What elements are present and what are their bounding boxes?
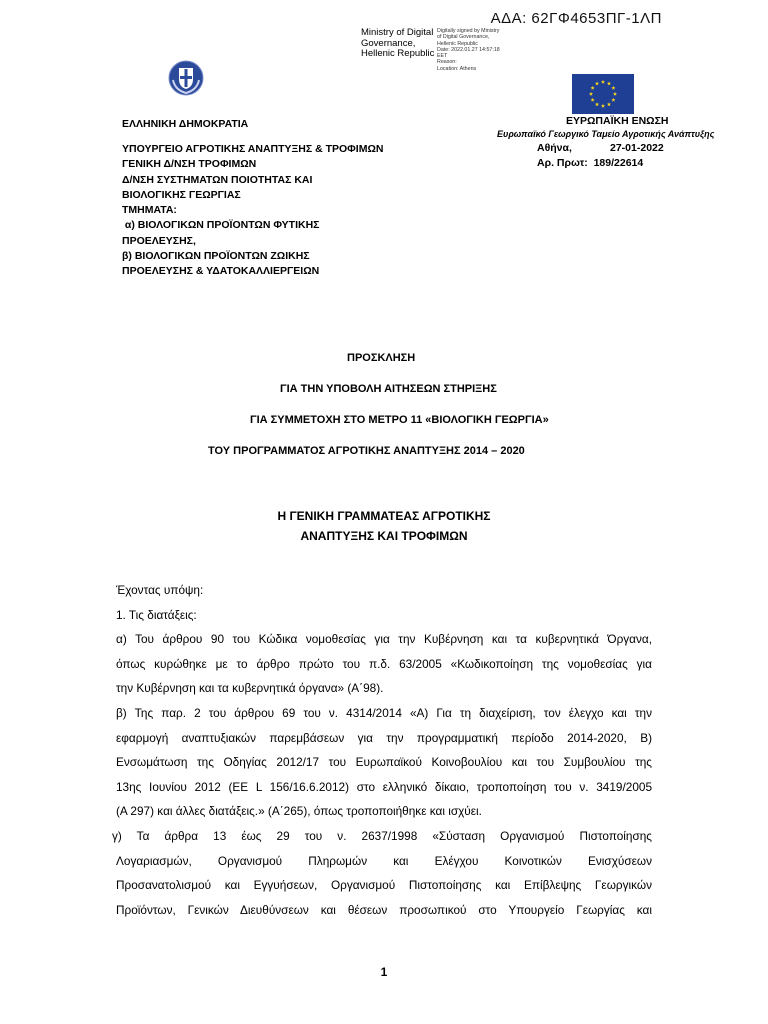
signature-ministry-line: Hellenic Republic bbox=[361, 48, 435, 59]
page-number: 1 bbox=[380, 965, 388, 979]
protocol-number: Αρ. Πρωτ: 189/22614 bbox=[537, 157, 644, 169]
ministry-line: β) ΒΙΟΛΟΓΙΚΩΝ ΠΡΟΪΟΝΤΩΝ ΖΩΙΚΗΣ bbox=[122, 250, 310, 263]
document-date: 27-01-2022 bbox=[610, 142, 664, 154]
place: Αθήνα, bbox=[537, 142, 572, 154]
doc-title: ΠΡΟΣΚΛΗΣΗ bbox=[347, 352, 416, 364]
signature-detail-line: EET bbox=[437, 53, 448, 60]
date-line bbox=[537, 142, 664, 154]
ministry-line: ΤΜΗΜΑΤΑ: bbox=[122, 204, 177, 217]
doc-subtitle: ΤΟΥ ΠΡΟΓΡΑΜΜΑΤΟΣ ΑΓΡΟΤΙΚΗΣ ΑΝΑΠΤΥΞΗΣ 2014 – 2020 bbox=[208, 445, 525, 457]
paragraph-line: 13ης Ιουνίου 2012 (ΕΕ L 156/16.6.2012) στο ελληνικό δίκαιο, τροποποίηση του ν. 3419/2005 bbox=[116, 779, 652, 794]
paragraph-line: Προϊόντων, Γενικών Διευθύνσεων και θέσεων προσωπικού στο Υπουργείο Γεωργίας και bbox=[116, 902, 652, 917]
ministry-line: Δ/ΝΣΗ ΣΥΣΤΗΜΑΤΩΝ ΠΟΙΟΤΗΤΑΣ ΚΑΙ bbox=[122, 173, 313, 186]
paragraph-line: α) Του άρθρου 90 του Κώδικα νομοθεσίας για την Κυβέρνηση και τα κυβερνητικά Όργανα, bbox=[116, 632, 652, 647]
paragraph-line: Ενσωμάτωση της Οδηγίας 2012/17 του Ευρωπαϊκού Κοινοβουλίου και του Συμβουλίου της bbox=[116, 755, 652, 770]
signature-detail-line: Reason: bbox=[437, 59, 457, 66]
ministry-line: α) ΒΙΟΛΟΓΙΚΩΝ ΠΡΟΪΟΝΤΩΝ ΦΥΤΙΚΗΣ bbox=[122, 219, 320, 232]
paragraph-line: γ) Τα άρθρα 13 έως 29 του ν. 2637/1998 «Σύσταση Οργανισμού Πιστοποίησης bbox=[112, 828, 652, 843]
paragraph-line: β) Της παρ. 2 του άρθρου 69 του ν. 4314/2014 «Α) Για τη διαχείριση, τον έλεγχο και την bbox=[116, 705, 652, 720]
ministry-line: ΠΡΟΕΛΕΥΣΗΣ & ΥΔΑΤΟΚΑΛΛΙΕΡΓΕΙΩΝ bbox=[122, 265, 320, 278]
paragraph-line: (Α 297) και άλλες διατάξεις.» (Α΄265), όπως τροποποιήθηκε και ισχύει. bbox=[116, 804, 482, 819]
ministry-line: ΓΕΝΙΚΗ Δ/ΝΣΗ ΤΡΟΦΙΜΩΝ bbox=[122, 158, 257, 171]
eu-fund-title: Ευρωπαϊκό Γεωργικό Ταμείο Αγροτικής Ανάπτυξης bbox=[497, 129, 715, 139]
ada-code: ΑΔΑ: 62ΓΦ4653ΠΓ-1ΛΠ bbox=[490, 10, 662, 27]
secretary-title: Η ΓΕΝΙΚΗ ΓΡΑΜΜΑΤΕΑΣ ΑΓΡΟΤΙΚΗΣ bbox=[277, 509, 491, 523]
greek-coat-of-arms-icon bbox=[168, 60, 204, 96]
paragraph-line: όπως κυρώθηκε με το άρθρο πρώτο του π.δ. 63/2005 «Κωδικοποίηση της νομοθεσίας για bbox=[116, 656, 652, 671]
signature-detail-line: Location: Athens bbox=[437, 65, 477, 72]
paragraph-line: την Κυβέρνηση και τα κυβερνητικά όργανα» (Α΄98). bbox=[116, 681, 384, 696]
item-heading: 1. Τις διατάξεις: bbox=[116, 607, 197, 622]
paragraph-line: εφαρμογή αναπτυξιακών παρεμβάσεων για την προγραμματική περίοδο 2014-2020, Β) bbox=[116, 730, 652, 745]
eu-flag-icon bbox=[572, 74, 634, 114]
ministry-line: ΠΡΟΕΛΕΥΣΗΣ, bbox=[122, 234, 196, 247]
signature-detail-line: Hellenic Republic bbox=[437, 40, 478, 47]
signature-ministry-line: Ministry of Digital bbox=[361, 27, 434, 38]
signature-detail-line: of Digital Governance, bbox=[437, 34, 490, 41]
document-body bbox=[112, 578, 652, 922]
doc-subtitle: ΓΙΑ ΤΗΝ ΥΠΟΒΟΛΗ ΑΙΤΗΣΕΩΝ ΣΤΗΡΙΞΗΣ bbox=[280, 383, 497, 395]
intro-line: Έχοντας υπόψη: bbox=[116, 583, 204, 597]
signature-detail-line: Date: 2022.01.27 14:57:18 bbox=[437, 46, 500, 53]
doc-subtitle: ΓΙΑ ΣΥΜΜΕΤΟΧΗ ΣΤΟ ΜΕΤΡΟ 11 «ΒΙΟΛΟΓΙΚΗ ΓΕΩΡΓΙΑ» bbox=[250, 414, 549, 426]
secretary-title: ΑΝΑΠΤΥΞΗΣ ΚΑΙ ΤΡΟΦΙΜΩΝ bbox=[300, 529, 468, 543]
signature-ministry bbox=[361, 28, 441, 60]
paragraph-line: Λογαριασμών, Οργανισμού Πληρωμών και Ελέγχου Κοινοτικών Ενισχύσεων bbox=[116, 853, 652, 868]
eu-title: ΕΥΡΩΠΑΪΚΗ ΕΝΩΣΗ bbox=[566, 115, 669, 127]
ministry-block bbox=[122, 142, 432, 280]
ministry-line: ΒΙΟΛΟΓΙΚΗΣ ΓΕΩΡΓΙΑΣ bbox=[122, 188, 241, 201]
republic-title: ΕΛΛΗΝΙΚΗ ΔΗΜΟΚΡΑΤΙΑ bbox=[122, 118, 249, 130]
signature-ministry-line: Governance, bbox=[361, 37, 416, 49]
ministry-line: ΥΠΟΥΡΓΕΙΟ ΑΓΡΟΤΙΚΗΣ ΑΝΑΠΤΥΞΗΣ & ΤΡΟΦΙΜΩΝ bbox=[122, 143, 384, 155]
signature-details bbox=[437, 28, 517, 72]
paragraph-line: Προσανατολισμού και Εγγυήσεων, Οργανισμού Πιστοποίησης και Επίβλεψης Γεωργικών bbox=[116, 878, 652, 893]
signature-detail-line: Digitally signed by Ministry bbox=[437, 28, 500, 34]
